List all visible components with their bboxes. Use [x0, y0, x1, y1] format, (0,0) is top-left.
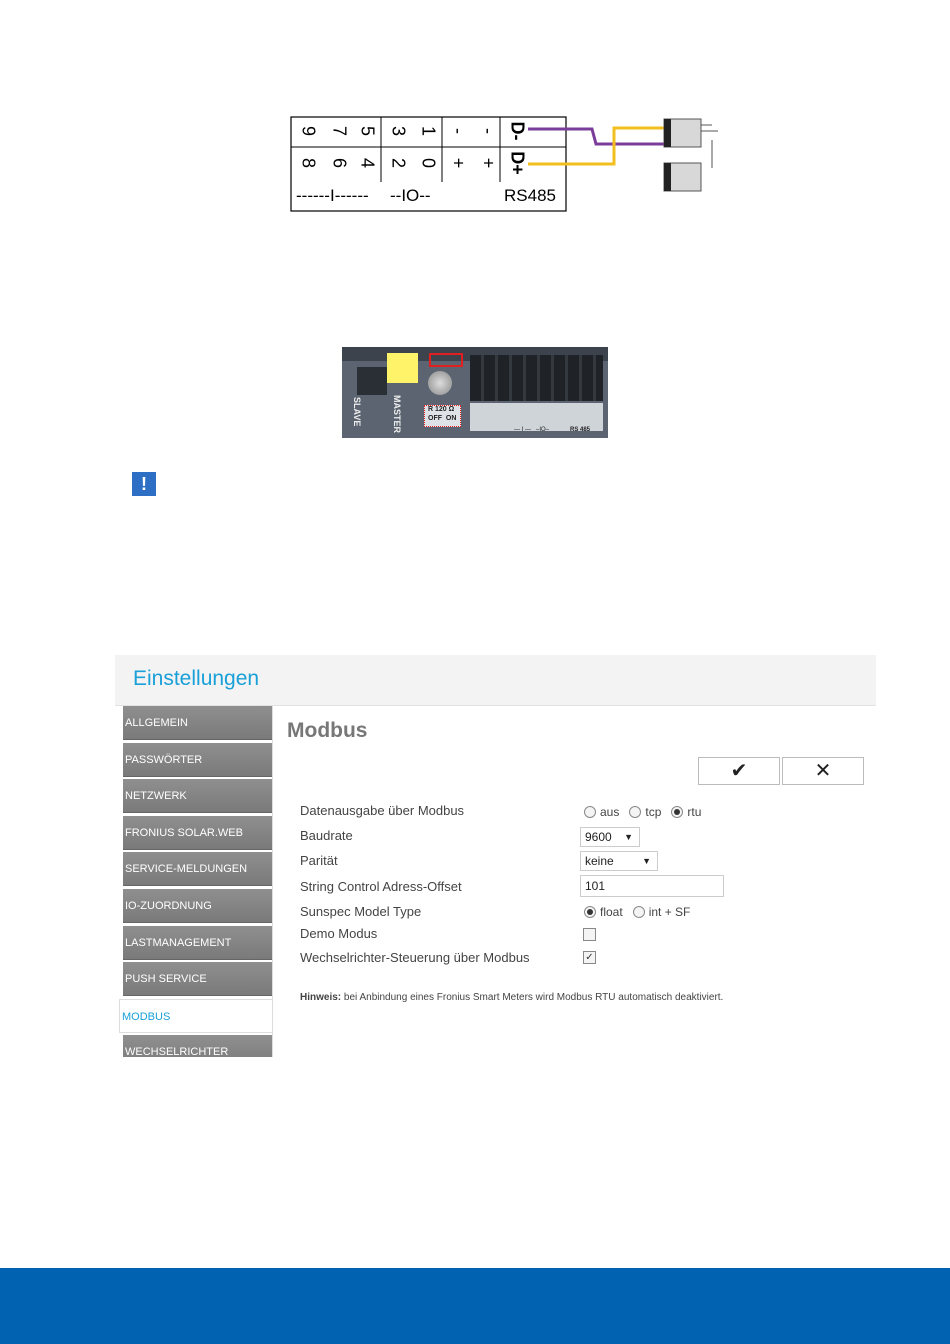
datamanager-photo	[342, 347, 608, 438]
io-label: — I — –IO–	[514, 427, 550, 433]
resistor-label: R 120 Ω	[428, 406, 455, 413]
sunspec-radio-float[interactable]	[584, 906, 596, 918]
output-radio-rtu[interactable]	[671, 806, 683, 818]
cancel-button[interactable]: ✕	[782, 757, 864, 785]
settings-header	[115, 655, 876, 706]
inverter-control-checkbox[interactable]: ✓	[583, 951, 596, 964]
parity-select[interactable]	[580, 851, 658, 871]
sidebar-item-modbus[interactable]: MODBUS	[119, 999, 273, 1033]
slave-label: SLAVE	[352, 397, 362, 427]
sidebar-item-fronius-solar-web[interactable]: FRONIUS SOLAR.WEB	[123, 816, 273, 850]
sidebar-item-passw-rter[interactable]: PASSWÖRTER	[123, 743, 273, 777]
output-label: Datenausgabe über Modbus	[300, 803, 465, 818]
hint-text	[300, 992, 723, 1003]
output-radio-aus[interactable]	[584, 806, 596, 818]
page-title: Modbus	[287, 719, 368, 742]
sidebar-item-netzwerk[interactable]: NETZWERK	[123, 779, 273, 813]
offset-input[interactable]: 101	[580, 875, 724, 897]
sidebar-border	[272, 706, 273, 1057]
hint-bold: Hinweis:	[300, 992, 342, 1003]
top-terminal-6: -	[478, 128, 499, 134]
sidebar-item-lastmanagement[interactable]: LASTMANAGEMENT	[123, 926, 273, 960]
output-option-label: aus	[600, 805, 620, 819]
group-label-i: ------I------	[296, 186, 369, 205]
demo-label: Demo Modus	[300, 926, 378, 941]
bottom-terminal-7: D+	[507, 151, 528, 175]
sidebar-item-wechselrichter[interactable]: WECHSELRICHTER	[123, 1035, 273, 1057]
sunspec-radio-int-SF[interactable]	[633, 906, 645, 918]
rs485-label: RS 485	[570, 427, 591, 433]
terminal-connector-strip	[470, 355, 603, 401]
exclamation-icon: !	[132, 472, 156, 496]
settings-sidebar	[123, 706, 273, 1057]
sidebar-item-allgemein[interactable]: ALLGEMEIN	[123, 706, 273, 740]
parity-label: Parität	[300, 853, 338, 868]
bnc-connector	[428, 371, 452, 395]
footer-bar	[0, 1268, 950, 1344]
off-on-label: OFF ON	[428, 415, 457, 422]
bottom-terminal-2: 4	[357, 157, 378, 169]
sunspec-option-label: float	[600, 905, 623, 919]
group-label-rs485: RS485	[504, 186, 556, 205]
settings-screenshot	[115, 655, 876, 1057]
output-option-label: rtu	[687, 805, 702, 819]
top-terminal-5: -	[448, 128, 469, 134]
resistor-switch-highlight	[429, 353, 463, 367]
top-terminal-0: 9	[298, 125, 319, 137]
output-radio-group	[580, 805, 707, 819]
sunspec-label: Sunspec Model Type	[300, 904, 422, 919]
slave-master-switch	[387, 353, 418, 383]
sunspec-radio-group	[580, 905, 696, 919]
sidebar-item-push-service[interactable]: PUSH SERVICE	[123, 962, 273, 996]
bottom-terminal-5: +	[448, 157, 469, 169]
inverter-control-label: Wechselrichter-Steuerung über Modbus	[300, 950, 530, 965]
baud-select[interactable]	[580, 827, 640, 847]
sidebar-item-service-meldungen[interactable]: SERVICE-MELDUNGEN	[123, 852, 273, 886]
modbus-device-2	[664, 163, 701, 191]
hint-body: bei Anbindung eines Fronius Smart Meters wird Modbus RTU automatisch deaktiviert.	[341, 992, 724, 1003]
bottom-terminal-3: 2	[388, 157, 409, 169]
offset-label: String Control Adress-Offset	[300, 879, 462, 894]
demo-checkbox[interactable]	[583, 928, 596, 941]
group-label-io: --IO--	[390, 186, 431, 205]
sunspec-option-label: int + SF	[648, 905, 691, 919]
master-label: MASTER	[392, 395, 402, 433]
bottom-terminal-6: +	[478, 157, 499, 169]
sidebar-item-io-zuordnung[interactable]: IO-ZUORDNUNG	[123, 889, 273, 923]
baud-label: Baudrate	[300, 828, 353, 843]
output-radio-tcp[interactable]	[629, 806, 641, 818]
bottom-terminal-1: 6	[329, 157, 350, 169]
baud-value: 9600	[585, 830, 612, 844]
top-terminal-4: 1	[418, 125, 439, 137]
top-terminal-1: 7	[329, 125, 350, 137]
chevron-down-icon: ▼	[624, 832, 633, 842]
save-button[interactable]: ✔	[698, 757, 780, 785]
bottom-terminal-4: 0	[418, 157, 439, 169]
settings-title: Einstellungen	[133, 667, 260, 690]
parity-value: keine	[585, 854, 614, 868]
top-terminal-2: 5	[357, 125, 378, 137]
output-option-label: tcp	[645, 805, 662, 819]
top-terminal-3: 3	[388, 125, 409, 137]
top-terminal-7: D-	[507, 121, 528, 141]
chevron-down-icon: ▼	[642, 856, 651, 866]
modbus-device-1	[664, 119, 718, 147]
bottom-terminal-0: 8	[298, 157, 319, 169]
terminal-wiring-diagram	[0, 0, 950, 240]
